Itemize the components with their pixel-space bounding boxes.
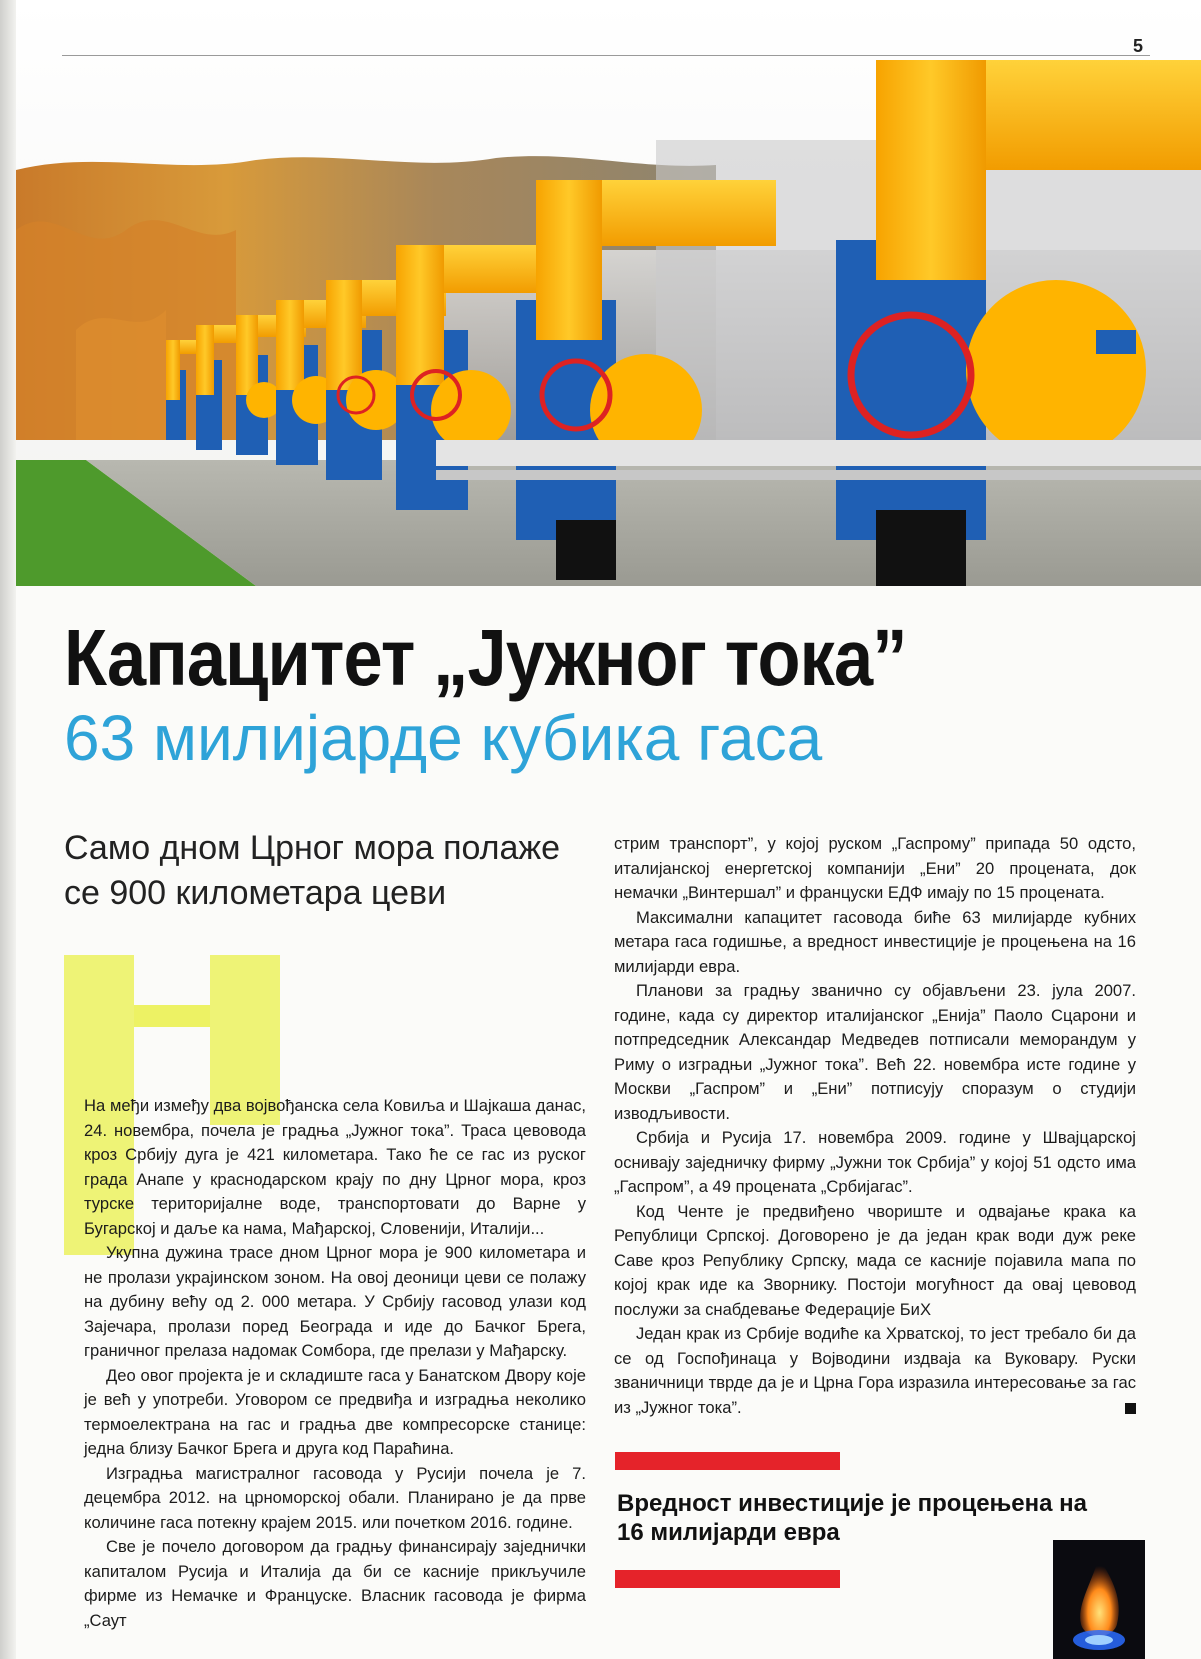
dropcap-crossbar <box>134 1005 210 1027</box>
article-right-column <box>614 832 1136 1420</box>
paragraph: стрим транспорт”, у којој руском „Гаспрому” припада 50 одсто, италијанској енергетској компанији „Ени” 20 процената, док немачки „Винтершал” и француски ЕДФ имају по 15 процената. <box>614 834 1136 902</box>
article-left-column <box>84 1094 586 1633</box>
paragraph: Максимални капацитет гасовода биће 63 милијарде кубних метара гаса годишње, а вредност инвестиције је процењена на 16 милијарди евра. <box>614 907 1136 976</box>
paragraph: Део овог пројекта је и складиште гаса у Банатском Двору које је већ у употреби. Уговором се предвиђа и изградња неколико термоелектрана на гас и градња две компресорске станице: једна близу Бачког Брега и друга код Параћина. <box>84 1365 586 1458</box>
headline-subtitle: 63 милијарде кубика гаса <box>64 702 823 774</box>
paragraph: Укупна дужина трасе дном Црног мора је 900 километара и не пролази украјинском зоном. На овој деоници цеви се полажу на дубину већу од 2. 000 метара. У Србију гасовод улази код Зајечара, пролази поред Београда и иде до Бачког Брега, граничног прелаза надомак Сомбора, где прелази у Мађарску. <box>84 1243 586 1360</box>
paragraph <box>614 1322 1136 1420</box>
paragraph-text: Један крак из Србије водиће ка Хрватској, то јест требало би да се од Госпођинаца у Војводини издваја ка Вуковару. Руски званичници тврде да је и Црна Гора изразила интересовање за гас из „Јужног тока”. <box>614 1324 1136 1417</box>
gas-flame-icon <box>1053 1540 1145 1659</box>
pull-quote-bottom-bar <box>615 1570 840 1588</box>
end-of-article-mark <box>1125 1403 1136 1414</box>
paragraph: Планови за градњу званично су објављени 23. јула 2007. године, када су директор италијанског „Енија” Паоло Сцарони и потпредседник Александар Медведев потписали меморандум у Риму о изградњи „Јужног тока”. Већ 22. новембра исте године у Москви „Гаспром” и „Ени” потписују споразум о студији изводљивости. <box>614 981 1136 1123</box>
top-rule <box>62 55 1150 56</box>
article-deck: Само дном Црног мора полаже се 900 километара цеви <box>64 829 561 912</box>
page-number: 5 <box>1133 36 1144 56</box>
gas-pipeline-photo <box>16 0 1201 586</box>
headline-title: Капацитет „Јужног тока” <box>64 613 907 702</box>
pull-quote: Вредност инвестиције је процењена на 16 милијарди евра <box>617 1490 1088 1546</box>
page-fold-shadow <box>0 0 16 1659</box>
pull-quote-top-bar <box>615 1452 840 1470</box>
paragraph: На међи између два војвођанска села Ковиља и Шајкаша данас, 24. новембра, почела је градња „Јужног тока”. Траса цевовода кроз Србију дуга је 421 километара. Тако ће се гас из руског града Анапе у краснодарском крају по дну Црног мора, кроз турске територијалне воде, транспортовати до Варне у Бугарској и даље ка нама, Мађарској, Словенији, Италији... <box>84 1096 586 1238</box>
paragraph: Код Ченте је предвиђено чвориште и одвајање крака ка Републици Српској. Договорено је да један крак води дуж реке Саве кроз Републику Српску, мада се касније појавила мапа по којој крак иде ка Зворнику. Постоји могућност да овај цевовод послужи за снабдевање Федерације БиХ <box>614 1201 1136 1319</box>
paragraph: Изградња магистралног гасовода у Русији почела је 7. децембра 2012. на црноморској обали. Планирано је да прве количине гаса потекну крајем 2015. или почетком 2016. године. <box>84 1463 586 1532</box>
paragraph: Све је почело договором да градњу финансирају заједнички капиталом Русија и Италија да би се касније прикључиле фирме из Немачке и Француске. Власник гасовода је фирма „Саут <box>84 1537 586 1630</box>
paragraph: Србија и Русија 17. новембра 2009. године у Швајцарској оснивају заједничку фирму „Јужни ток Србија” у којој 51 одсто има „Гаспром”, а 49 процената „Србијагас”. <box>614 1128 1136 1196</box>
